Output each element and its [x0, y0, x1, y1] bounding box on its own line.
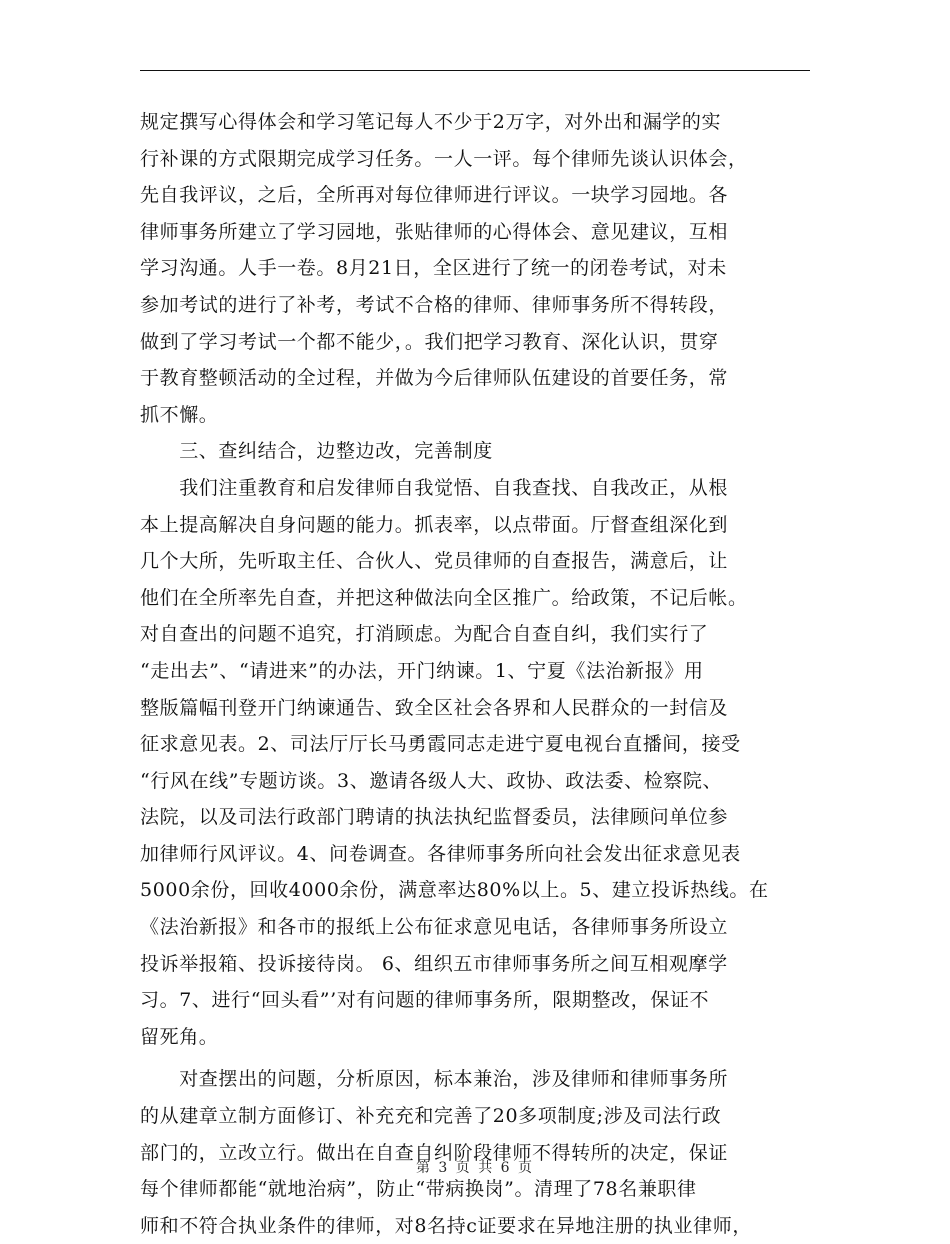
text-line: 做到了学习考试一个都不能少，。我们把学习教育、深化认识，贯穿 [140, 330, 719, 353]
text-line: “走出去”、“请进来”的办法，开门纳谏。1、宁夏《法治新报》用 [140, 659, 704, 682]
text-line: 加律师行风评议。4、问卷调查。各律师事务所向社会发出征求意见表 [140, 842, 741, 865]
text-line: 5000余份，回收4000余份，满意率达80%以上。5、建立投诉热线。在 [140, 879, 769, 902]
text-line: 留死角。 [140, 1025, 219, 1048]
text-line: 行补课的方式限期完成学习任务。一人一评。每个律师先谈认识体会， [140, 147, 748, 170]
text-line: 律师事务所建立了学习园地，张贴律师的心得体会、意见建议，互相 [140, 220, 729, 243]
text-line: 投诉举报箱、投诉接待岗。 6、组织五市律师事务所之间互相观摩学 [140, 952, 728, 975]
header-rule [140, 70, 810, 71]
text-line: “行风在线”专题访谈。3、邀请各级人大、政协、政法委、检察院、 [140, 769, 723, 792]
text-line: 参加考试的进行了补考，考试不合格的律师、律师事务所不得转段， [140, 293, 729, 316]
text-line: 部门的，立改立行。做出在自查自纠阶段律师不得转所的决定，保证 [140, 1141, 729, 1164]
text-line: 每个律师都能“就地治病”，防止“带病换岗”。清理了78名兼职律 [140, 1178, 697, 1201]
text-line: 整版篇幅刊登开门纳谏通告、致全区社会各界和人民群众的一封信及 [140, 696, 729, 719]
text-line: 《法治新报》和各市的报纸上公布征求意见电话，各律师事务所设立 [140, 916, 729, 939]
text-line: 于教育整顿活动的全过程，并做为今后律师队伍建设的首要任务，常 [140, 367, 729, 390]
text-line: 对自查出的问题不追究，打消顾虑。为配合自查自纠，我们实行了 [140, 623, 709, 646]
text-line: 抓不懈。 [140, 403, 219, 426]
text-line: 法院，以及司法行政部门聘请的执法执纪监督委员，法律顾问单位参 [140, 806, 729, 829]
document-body [140, 104, 815, 1244]
text-line: 习。7、进行“回头看”’对有问题的律师事务所，限期整改，保证不 [140, 989, 710, 1012]
text-line: 规定撰写心得体会和学习笔记每人不少于2万字，对外出和漏学的实 [140, 111, 722, 133]
text-line: 我们注重教育和启发律师自我觉悟、自我查找、自我改正，从根 [140, 476, 729, 499]
text-line: 对查摆出的问题，分析原因，标本兼治，涉及律师和律师事务所 [140, 1068, 729, 1091]
text-line: 本上提高解决自身问题的能力。抓表率，以点带面。厅督查组深化到 [140, 513, 729, 536]
text-line: 师和不符合执业条件的律师，对8名持c证要求在异地注册的执业律师， [140, 1214, 752, 1237]
text-line: 几个大所，先听取主任、合伙人、党员律师的自查报告，满意后，让 [140, 550, 729, 573]
page-number-footer: 第 3 页 共 6 页 [415, 1160, 535, 1176]
text-line: 他们在全所率先自查，并把这种做法向全区推广。给政策，不记后帐。 [140, 586, 748, 609]
text-line: 征求意见表。2、司法厅厅长马勇霞同志走进宁夏电视台直播间，接受 [140, 733, 741, 756]
text-line: 先自我评议，之后，全所再对每位律师进行评议。一块学习园地。各 [140, 184, 729, 207]
text-line: 学习沟通。人手一卷。8月21日，全区进行了统一的闭卷考试，对未 [140, 257, 727, 280]
text-line: 的从建章立制方面修订、补充充和完善了20多项制度;涉及司法行政 [140, 1105, 722, 1128]
section-heading: 三、查纠结合，边整边改，完善制度 [140, 440, 493, 463]
